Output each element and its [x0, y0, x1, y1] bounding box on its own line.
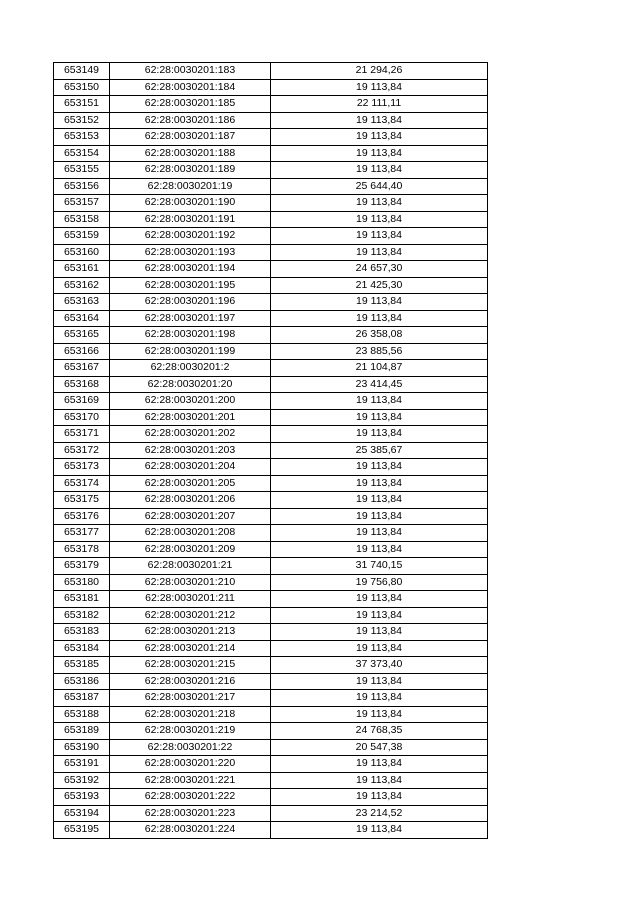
value-cell: 19 113,84	[271, 228, 488, 245]
table-row	[54, 261, 488, 278]
table-row	[54, 228, 488, 245]
row-number-cell: 653149	[54, 63, 110, 80]
table-row	[54, 492, 488, 509]
value-cell: 19 113,84	[271, 508, 488, 525]
table-row	[54, 475, 488, 492]
row-number-cell: 653157	[54, 195, 110, 212]
cadastral-number-cell: 62:28:0030201:21	[110, 558, 271, 575]
value-cell: 19 113,84	[271, 607, 488, 624]
table-row	[54, 79, 488, 96]
cadastral-number-cell: 62:28:0030201:193	[110, 244, 271, 261]
row-number-cell: 653175	[54, 492, 110, 509]
table-row	[54, 673, 488, 690]
table-row	[54, 376, 488, 393]
table-row	[54, 459, 488, 476]
table-row	[54, 624, 488, 641]
row-number-cell: 653177	[54, 525, 110, 542]
cadastral-number-cell: 62:28:0030201:185	[110, 96, 271, 113]
cadastral-number-cell: 62:28:0030201:215	[110, 657, 271, 674]
value-cell: 19 113,84	[271, 129, 488, 146]
cadastral-number-cell: 62:28:0030201:212	[110, 607, 271, 624]
value-cell: 20 547,38	[271, 739, 488, 756]
row-number-cell: 653169	[54, 393, 110, 410]
row-number-cell: 653181	[54, 591, 110, 608]
row-number-cell: 653192	[54, 772, 110, 789]
cadastral-number-cell: 62:28:0030201:19	[110, 178, 271, 195]
value-cell: 19 113,84	[271, 475, 488, 492]
cadastral-number-cell: 62:28:0030201:214	[110, 640, 271, 657]
value-cell: 19 113,84	[271, 393, 488, 410]
row-number-cell: 653165	[54, 327, 110, 344]
table-row	[54, 723, 488, 740]
cadastral-number-cell: 62:28:0030201:204	[110, 459, 271, 476]
cadastral-number-cell: 62:28:0030201:207	[110, 508, 271, 525]
row-number-cell: 653152	[54, 112, 110, 129]
table-row	[54, 690, 488, 707]
cadastral-number-cell: 62:28:0030201:199	[110, 343, 271, 360]
value-cell: 19 113,84	[271, 772, 488, 789]
table-row	[54, 525, 488, 542]
table-row	[54, 96, 488, 113]
table-row	[54, 706, 488, 723]
cadastral-number-cell: 62:28:0030201:203	[110, 442, 271, 459]
value-cell: 31 740,15	[271, 558, 488, 575]
row-number-cell: 653190	[54, 739, 110, 756]
table-row	[54, 211, 488, 228]
table-row	[54, 310, 488, 327]
cadastral-number-cell: 62:28:0030201:22	[110, 739, 271, 756]
cadastral-number-cell: 62:28:0030201:189	[110, 162, 271, 179]
table-row	[54, 756, 488, 773]
table-row	[54, 772, 488, 789]
cadastral-number-cell: 62:28:0030201:184	[110, 79, 271, 96]
cadastral-number-cell: 62:28:0030201:188	[110, 145, 271, 162]
row-number-cell: 653166	[54, 343, 110, 360]
row-number-cell: 653150	[54, 79, 110, 96]
row-number-cell: 653188	[54, 706, 110, 723]
table-row	[54, 112, 488, 129]
table-row	[54, 591, 488, 608]
row-number-cell: 653159	[54, 228, 110, 245]
row-number-cell: 653186	[54, 673, 110, 690]
value-cell: 23 414,45	[271, 376, 488, 393]
value-cell: 37 373,40	[271, 657, 488, 674]
value-cell: 23 885,56	[271, 343, 488, 360]
row-number-cell: 653160	[54, 244, 110, 261]
cadastral-number-cell: 62:28:0030201:208	[110, 525, 271, 542]
cadastral-number-cell: 62:28:0030201:192	[110, 228, 271, 245]
table-row	[54, 145, 488, 162]
value-cell: 19 113,84	[271, 706, 488, 723]
cadastral-number-cell: 62:28:0030201:205	[110, 475, 271, 492]
table-row	[54, 327, 488, 344]
cadastral-number-cell: 62:28:0030201:216	[110, 673, 271, 690]
row-number-cell: 653174	[54, 475, 110, 492]
row-number-cell: 653155	[54, 162, 110, 179]
table-row	[54, 129, 488, 146]
value-cell: 22 111,11	[271, 96, 488, 113]
table-row	[54, 409, 488, 426]
table-row	[54, 607, 488, 624]
row-number-cell: 653182	[54, 607, 110, 624]
table-row	[54, 805, 488, 822]
table-row	[54, 162, 488, 179]
row-number-cell: 653191	[54, 756, 110, 773]
row-number-cell: 653172	[54, 442, 110, 459]
cadastral-number-cell: 62:28:0030201:198	[110, 327, 271, 344]
table-row	[54, 426, 488, 443]
cadastral-number-cell: 62:28:0030201:201	[110, 409, 271, 426]
value-cell: 19 113,84	[271, 673, 488, 690]
cadastral-number-cell: 62:28:0030201:186	[110, 112, 271, 129]
row-number-cell: 653178	[54, 541, 110, 558]
table-row	[54, 343, 488, 360]
table-row	[54, 789, 488, 806]
cadastral-number-cell: 62:28:0030201:210	[110, 574, 271, 591]
row-number-cell: 653183	[54, 624, 110, 641]
value-cell: 24 768,35	[271, 723, 488, 740]
table-row	[54, 508, 488, 525]
row-number-cell: 653193	[54, 789, 110, 806]
row-number-cell: 653194	[54, 805, 110, 822]
table-row	[54, 657, 488, 674]
value-cell: 26 358,08	[271, 327, 488, 344]
cadastral-number-cell: 62:28:0030201:191	[110, 211, 271, 228]
value-cell: 19 113,84	[271, 624, 488, 641]
cadastral-number-cell: 62:28:0030201:218	[110, 706, 271, 723]
cadastral-number-cell: 62:28:0030201:20	[110, 376, 271, 393]
row-number-cell: 653180	[54, 574, 110, 591]
table-row	[54, 195, 488, 212]
value-cell: 19 113,84	[271, 79, 488, 96]
value-cell: 19 113,84	[271, 492, 488, 509]
value-cell: 19 113,84	[271, 211, 488, 228]
table-row	[54, 822, 488, 839]
table-row	[54, 442, 488, 459]
value-cell: 19 113,84	[271, 244, 488, 261]
cadastral-number-cell: 62:28:0030201:206	[110, 492, 271, 509]
row-number-cell: 653151	[54, 96, 110, 113]
value-cell: 19 113,84	[271, 195, 488, 212]
cadastral-number-cell: 62:28:0030201:196	[110, 294, 271, 311]
table-row	[54, 178, 488, 195]
row-number-cell: 653171	[54, 426, 110, 443]
row-number-cell: 653170	[54, 409, 110, 426]
row-number-cell: 653153	[54, 129, 110, 146]
value-cell: 19 113,84	[271, 459, 488, 476]
value-cell: 19 113,84	[271, 310, 488, 327]
value-cell: 19 113,84	[271, 409, 488, 426]
cadastral-number-cell: 62:28:0030201:209	[110, 541, 271, 558]
value-cell: 25 385,67	[271, 442, 488, 459]
value-cell: 21 294,26	[271, 63, 488, 80]
cadastral-number-cell: 62:28:0030201:190	[110, 195, 271, 212]
cadastral-number-cell: 62:28:0030201:197	[110, 310, 271, 327]
table-row	[54, 277, 488, 294]
table-row	[54, 558, 488, 575]
row-number-cell: 653173	[54, 459, 110, 476]
cadastral-number-cell: 62:28:0030201:222	[110, 789, 271, 806]
cadastral-number-cell: 62:28:0030201:187	[110, 129, 271, 146]
cadastral-number-cell: 62:28:0030201:221	[110, 772, 271, 789]
cadastral-number-cell: 62:28:0030201:211	[110, 591, 271, 608]
value-cell: 25 644,40	[271, 178, 488, 195]
value-cell: 19 113,84	[271, 541, 488, 558]
value-cell: 19 113,84	[271, 294, 488, 311]
value-cell: 19 113,84	[271, 756, 488, 773]
row-number-cell: 653185	[54, 657, 110, 674]
value-cell: 19 113,84	[271, 145, 488, 162]
value-cell: 19 113,84	[271, 112, 488, 129]
row-number-cell: 653187	[54, 690, 110, 707]
cadastral-number-cell: 62:28:0030201:224	[110, 822, 271, 839]
value-cell: 19 113,84	[271, 426, 488, 443]
value-cell: 19 113,84	[271, 690, 488, 707]
value-cell: 23 214,52	[271, 805, 488, 822]
row-number-cell: 653176	[54, 508, 110, 525]
cadastral-number-cell: 62:28:0030201:220	[110, 756, 271, 773]
value-cell: 19 113,84	[271, 789, 488, 806]
row-number-cell: 653179	[54, 558, 110, 575]
table-row	[54, 640, 488, 657]
table-row	[54, 393, 488, 410]
row-number-cell: 653163	[54, 294, 110, 311]
cadastral-number-cell: 62:28:0030201:2	[110, 360, 271, 377]
value-cell: 19 113,84	[271, 162, 488, 179]
row-number-cell: 653156	[54, 178, 110, 195]
table-row	[54, 63, 488, 80]
value-cell: 24 657,30	[271, 261, 488, 278]
cadastral-number-cell: 62:28:0030201:223	[110, 805, 271, 822]
value-cell: 21 425,30	[271, 277, 488, 294]
cadastral-number-cell: 62:28:0030201:183	[110, 63, 271, 80]
row-number-cell: 653161	[54, 261, 110, 278]
row-number-cell: 653168	[54, 376, 110, 393]
table-row	[54, 541, 488, 558]
cadastral-number-cell: 62:28:0030201:194	[110, 261, 271, 278]
value-cell: 19 113,84	[271, 822, 488, 839]
value-cell: 19 113,84	[271, 525, 488, 542]
row-number-cell: 653189	[54, 723, 110, 740]
cadastral-number-cell: 62:28:0030201:200	[110, 393, 271, 410]
cadastral-number-cell: 62:28:0030201:213	[110, 624, 271, 641]
value-cell: 19 113,84	[271, 640, 488, 657]
value-cell: 21 104,87	[271, 360, 488, 377]
row-number-cell: 653195	[54, 822, 110, 839]
value-cell: 19 113,84	[271, 591, 488, 608]
cadastral-value-table	[53, 62, 488, 839]
value-cell: 19 756,80	[271, 574, 488, 591]
cadastral-number-cell: 62:28:0030201:202	[110, 426, 271, 443]
row-number-cell: 653164	[54, 310, 110, 327]
document-page	[53, 62, 487, 839]
table-body	[54, 63, 488, 839]
cadastral-number-cell: 62:28:0030201:217	[110, 690, 271, 707]
row-number-cell: 653184	[54, 640, 110, 657]
row-number-cell: 653154	[54, 145, 110, 162]
table-row	[54, 244, 488, 261]
row-number-cell: 653162	[54, 277, 110, 294]
row-number-cell: 653167	[54, 360, 110, 377]
row-number-cell: 653158	[54, 211, 110, 228]
table-row	[54, 739, 488, 756]
cadastral-number-cell: 62:28:0030201:195	[110, 277, 271, 294]
table-row	[54, 574, 488, 591]
table-row	[54, 294, 488, 311]
table-row	[54, 360, 488, 377]
cadastral-number-cell: 62:28:0030201:219	[110, 723, 271, 740]
